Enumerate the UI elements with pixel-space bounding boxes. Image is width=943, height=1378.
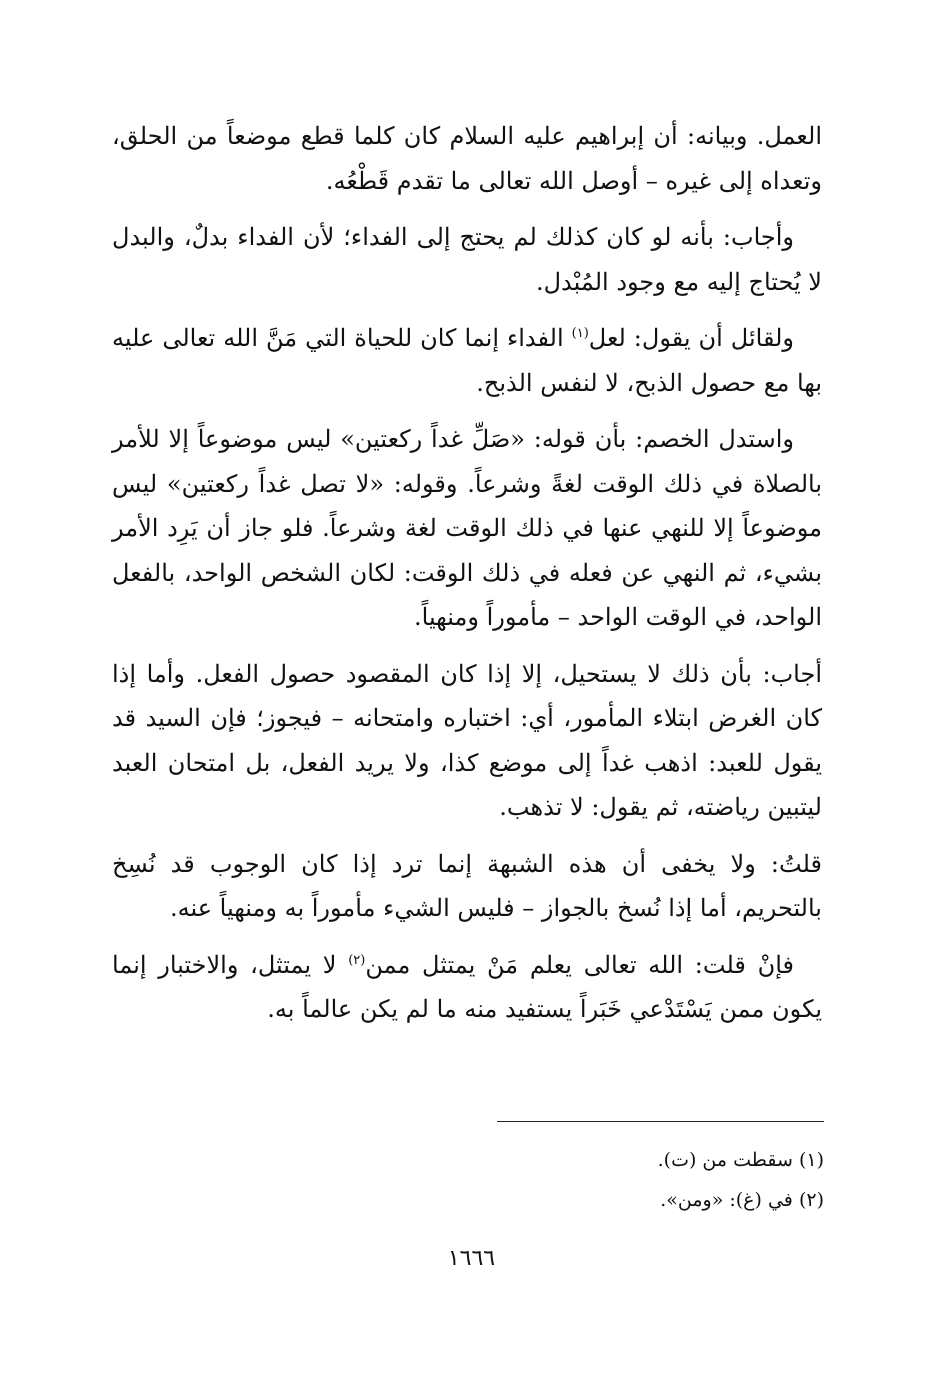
paragraph-text: أجاب: بأن ذلك لا يستحيل، إلا إذا كان المقصود حصول الفعل. وأما إذا كان الغرض ابتلاء المأمور، أي: اختباره وامتحانه – فيجوز؛ فإن السيد قد يقول للعبد: اذهب غداً إلى موضع كذا، ولا يريد الفعل، بل امتحان العبد ليتبين رياضته، ثم يقول: لا تذهب. [112, 659, 822, 821]
footnote-separator [497, 1121, 824, 1122]
footnote-number: (٢) [798, 1189, 824, 1211]
paragraph-text: قلتُ: ولا يخفى أن هذه الشبهة إنما ترد إذا كان الوجوب قد نُسِخ بالتحريم، أما إذا نُسخ بالجواز – فليس الشيء مأموراً به ومنهياً عنه. [112, 849, 822, 922]
paragraph-text: الفداء إنما كان للحياة التي مَنَّ الله تعالى عليه بها مع حصول الذبح، لا لنفس الذبح. [112, 324, 822, 397]
paragraph [112, 114, 822, 203]
footnote-text: في (غ): «ومن». [660, 1189, 793, 1211]
paragraph-text: واستدل الخصم: بأن قوله: «صَلِّ غداً ركعتين» ليس موضوعاً إلا للأمر بالصلاة في ذلك الوقت لغةً وشرعاً. وقوله: «لا تصل غداً ركعتين» ليس موضوعاً إلا للنهي عنها في ذلك الوقت لغة وشرعاً. فلو جاز أن يَرِد الأمر بشيء، ثم النهي عن فعله في ذلك الوقت: لكان الشخص الواحد، بالفعل الواحد، في الوقت الواحد – مأموراً ومنهياً. [112, 425, 822, 631]
paragraph [112, 652, 822, 830]
footnote-text: سقطت من (ت). [657, 1149, 793, 1171]
paragraph [112, 316, 822, 405]
footnote-number: (١) [798, 1149, 824, 1171]
footnote-reference: (١) [571, 326, 589, 341]
paragraph-text: وأجاب: بأنه لو كان كذلك لم يحتج إلى الفداء؛ لأن الفداء بدلٌ، والبدل لا يُحتاج إليه مع وجود المُبْدل. [112, 223, 822, 296]
footnote-reference: (٢) [348, 952, 366, 968]
page-number: ١٦٦٦ [447, 1246, 496, 1271]
paragraph [112, 943, 822, 1032]
footnote [460, 1140, 824, 1180]
paragraph-text: لا يمتثل، والاختبار إنما يكون ممن يَسْتَدْعي خَبَراً يستفيد منه ما لم يكن عالماً به. [112, 950, 822, 1023]
paragraph-text: ولقائل أن يقول: لعل [588, 324, 794, 352]
paragraph-text: العمل. وبيانه: أن إبراهيم عليه السلام كان كلما قطع موضعاً من الحلق، وتعداه إلى غيره – أوصل الله تعالى ما تقدم قَطْعُه. [112, 122, 822, 195]
footnotes [460, 1140, 824, 1220]
paragraph-text: فإنْ قلت: الله تعالى يعلم مَنْ يمتثل ممن [365, 950, 794, 979]
paragraph [112, 215, 822, 304]
paragraph [112, 417, 822, 640]
main-text [112, 114, 822, 1044]
footnote [460, 1180, 824, 1220]
paragraph [112, 842, 822, 931]
